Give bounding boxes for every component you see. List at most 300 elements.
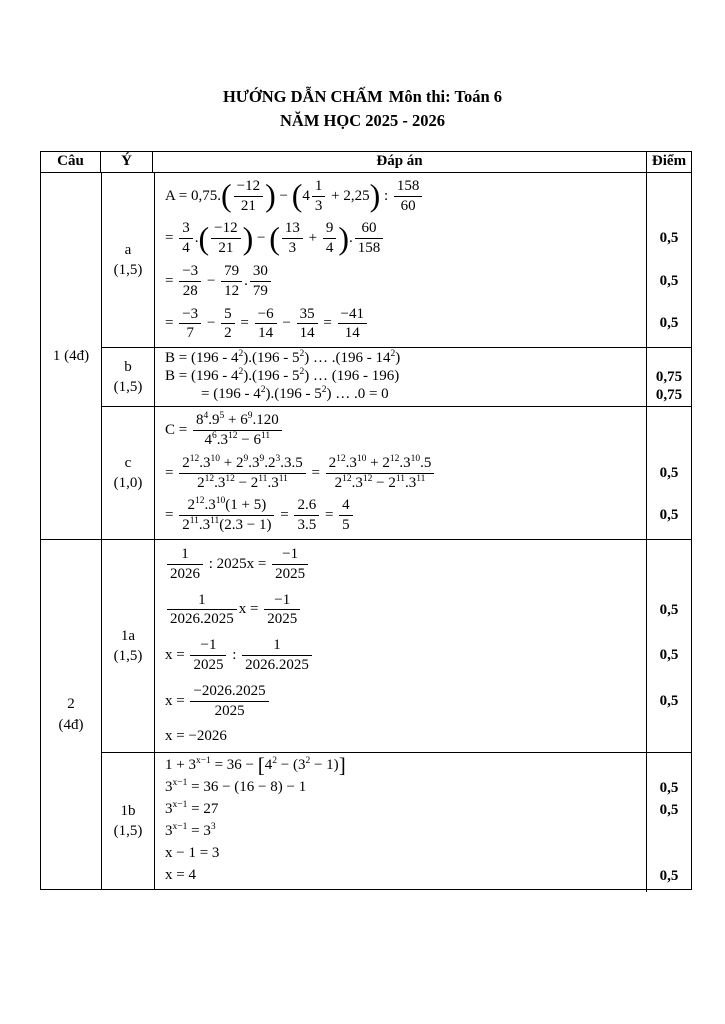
power-base: 3 <box>349 454 357 471</box>
part-row <box>102 752 691 889</box>
power <box>314 386 326 403</box>
power <box>349 455 366 471</box>
math-text: = <box>319 315 336 332</box>
power-exponent: 3 <box>210 822 216 833</box>
fraction <box>255 306 277 343</box>
math-text: = <box>165 507 178 524</box>
math-text: : 2025x = <box>205 555 271 572</box>
math-text: B = (196 - <box>165 350 231 367</box>
score-cell <box>647 755 691 777</box>
denominator: 3.5 <box>297 517 317 534</box>
fraction <box>211 220 240 257</box>
math-text: − <box>203 272 220 289</box>
power-base: 2 <box>182 454 190 471</box>
math-text: x = <box>165 692 189 709</box>
denominator: 21 <box>240 197 256 214</box>
solution-line <box>155 452 647 495</box>
math-text: = <box>187 823 204 840</box>
power <box>218 475 235 491</box>
question-number-cell <box>41 173 102 539</box>
power-exponent: 12 <box>342 473 352 484</box>
power-exponent: 11 <box>258 473 268 484</box>
part-label-line: 1a <box>120 627 136 644</box>
numerator: 60 <box>355 220 384 239</box>
math-text: . <box>214 474 218 491</box>
numerator: 158 <box>394 178 423 197</box>
power-base: 3 <box>208 497 216 514</box>
solution-line <box>155 386 647 404</box>
math-text: = <box>307 464 324 481</box>
math-text: .5 <box>420 454 432 471</box>
fraction <box>250 263 271 300</box>
math-text: − <box>275 187 292 204</box>
power-exponent: 12 <box>389 453 400 464</box>
power-base: 3 <box>165 801 173 818</box>
denominator: 2 <box>224 325 232 342</box>
part-label-line: c <box>124 454 132 471</box>
score-cell <box>647 303 691 346</box>
table-body <box>41 173 691 890</box>
power-exponent: 2 <box>321 385 327 396</box>
math-text: . <box>208 412 212 429</box>
power-exponent: 11 <box>210 516 220 527</box>
numerator <box>179 455 305 474</box>
part-content <box>155 407 691 539</box>
math-text: x = 4 <box>165 867 196 884</box>
math-text: : <box>228 646 241 663</box>
math-text: . <box>351 474 356 491</box>
score-value: 0,5 <box>659 647 679 664</box>
power <box>197 475 214 491</box>
numerator: −6 <box>255 306 277 325</box>
solution-line <box>155 588 647 634</box>
denominator: 21 <box>218 240 234 257</box>
power-base: 2 <box>388 474 396 491</box>
math-text: = <box>165 464 178 481</box>
power <box>335 475 352 491</box>
math-text: C = <box>165 422 191 439</box>
power-exponent: 3 <box>275 453 281 464</box>
power-exponent: 5 <box>219 411 225 422</box>
part-label-cell <box>102 348 155 406</box>
fraction <box>242 637 312 674</box>
score-value: 0,75 <box>655 386 683 403</box>
power-exponent: 10 <box>215 496 226 507</box>
part-row <box>102 540 691 752</box>
title-school-year: NĂM HỌC 2025 - 2026 <box>280 110 445 130</box>
solution-line <box>155 409 647 452</box>
power-exponent: x−1 <box>172 822 188 833</box>
score-cell <box>647 799 691 821</box>
fraction <box>272 546 308 583</box>
fraction <box>338 306 367 343</box>
fraction <box>179 220 193 257</box>
fraction <box>193 412 282 449</box>
solution-line <box>155 542 647 588</box>
math-text: . <box>405 474 409 491</box>
power-base: 5 <box>291 368 300 385</box>
question-row <box>41 539 691 889</box>
power <box>271 475 288 491</box>
power <box>253 432 270 448</box>
fraction <box>312 178 326 215</box>
power-base: 2 <box>197 474 205 491</box>
math-text: . <box>399 454 404 471</box>
power <box>231 368 243 385</box>
power-base: 3 <box>165 779 173 796</box>
math-text: + <box>224 412 241 429</box>
question-row <box>41 173 691 539</box>
denominator: 2026 <box>170 565 200 582</box>
power-exponent: 10 <box>410 453 421 464</box>
math-text: ) <box>395 350 401 367</box>
part-label-cell <box>102 173 155 347</box>
math-text: − <box>234 474 251 491</box>
math-text: . <box>204 497 209 514</box>
part-label-cell <box>102 540 155 752</box>
part-label-line: 1b <box>120 803 136 820</box>
numerator: 35 <box>297 306 318 325</box>
denominator <box>179 474 305 492</box>
solution-line <box>155 350 647 368</box>
fraction <box>167 592 237 629</box>
part-content <box>155 348 691 406</box>
denominator <box>179 516 274 534</box>
header-cau: Câu <box>41 152 101 172</box>
question-parts <box>102 540 691 889</box>
math-text: − <box>203 315 220 332</box>
power-exponent: 2 <box>260 385 266 396</box>
power <box>231 350 243 367</box>
score-cell <box>647 368 691 386</box>
power <box>252 455 264 471</box>
part-label-line: (1,5) <box>113 262 143 279</box>
page-title <box>0 0 725 133</box>
solution-line <box>155 821 647 843</box>
math-text: . <box>264 454 268 471</box>
denominator: 79 <box>252 282 268 299</box>
power-exponent: 4 <box>203 411 209 422</box>
numerator: −1 <box>272 546 308 565</box>
score-value: 0,5 <box>659 867 679 884</box>
numerator: −12 <box>211 220 240 239</box>
power-base: 3 <box>297 757 306 774</box>
solution-line <box>155 633 647 679</box>
denominator: 2025 <box>267 611 298 628</box>
score-cell <box>647 452 691 495</box>
numerator: 13 <box>282 220 303 239</box>
answer-key-table <box>40 151 692 891</box>
score-cell <box>647 409 691 452</box>
power-base: 2 <box>250 474 259 491</box>
math-text: A = 0,75. <box>165 187 221 204</box>
solution-line <box>155 679 647 725</box>
part-content <box>155 753 691 889</box>
math-text: − <box>372 474 389 491</box>
part-label-cell <box>102 407 155 539</box>
question-number-line: 2 <box>67 696 75 713</box>
power <box>236 455 248 471</box>
math-text: ).(196 - <box>243 368 292 385</box>
numerator: 1 <box>167 592 237 611</box>
part-label-cell <box>102 753 155 889</box>
numerator <box>179 497 274 516</box>
power <box>382 455 399 471</box>
numerator: −3 <box>179 263 201 282</box>
part-label-line: a <box>124 241 132 258</box>
denominator: 5 <box>342 517 350 534</box>
power <box>292 350 304 367</box>
power-exponent: 12 <box>195 496 205 507</box>
math-text: = <box>236 315 253 332</box>
denominator <box>326 474 435 492</box>
part-content <box>155 540 691 752</box>
score-cell <box>647 821 691 843</box>
power-exponent: 12 <box>362 473 373 484</box>
math-text: ).(196 - <box>265 386 315 403</box>
power-base: 14 <box>375 350 391 367</box>
score-value: 0,5 <box>659 779 679 796</box>
fraction <box>179 306 201 343</box>
score-value: 0,5 <box>659 464 679 481</box>
power-base: 2 <box>334 474 343 491</box>
power <box>409 475 426 491</box>
fraction <box>179 497 274 534</box>
numerator: −1 <box>190 637 226 656</box>
power-base: 3 <box>220 432 229 449</box>
math-text: .120 <box>252 412 279 429</box>
power-base: 2 <box>328 454 337 471</box>
power <box>212 412 224 428</box>
score-cell <box>647 777 691 799</box>
solution-line <box>155 303 647 346</box>
power-exponent: 11 <box>416 473 426 484</box>
power <box>403 455 420 471</box>
denominator: 4 <box>182 240 190 257</box>
numerator: −2026.2025 <box>190 683 268 702</box>
power-base: 2 <box>187 497 195 514</box>
denominator: 14 <box>258 325 274 342</box>
part-label-line: b <box>124 358 132 375</box>
fraction <box>179 263 201 300</box>
power-base: 4 <box>264 757 273 774</box>
math-text: B = (196 - <box>165 368 231 385</box>
math-text: : <box>380 187 392 204</box>
power <box>165 823 187 840</box>
power-exponent: 11 <box>395 473 405 484</box>
question-number-line: 1 (4đ) <box>52 347 90 364</box>
solution-line: 1 + $3^{x-1}$ = 36 − [ $4^2$ − ( $3^2$ − 1) ] <box>165 752 346 777</box>
power-exponent: 10 <box>210 453 220 464</box>
power-base: 5 <box>291 350 300 367</box>
power-exponent: 12 <box>336 453 346 464</box>
numerator: 1 <box>167 546 203 565</box>
power <box>165 801 187 818</box>
fraction <box>221 306 235 343</box>
power <box>205 432 217 448</box>
math-text: + 2,25 <box>327 187 370 204</box>
fraction <box>294 497 319 534</box>
math-text: − <box>237 432 254 449</box>
power-base: 4 <box>230 368 239 385</box>
score-cell <box>647 843 691 865</box>
power <box>203 823 215 840</box>
power-base: 3 <box>403 454 411 471</box>
score-cell <box>647 175 691 218</box>
math-text: = (196 - <box>201 386 254 403</box>
power-base: 3 <box>217 474 226 491</box>
denominator: 2025 <box>275 565 306 582</box>
score-value: 0,5 <box>659 801 679 818</box>
power-base: 3 <box>165 823 173 840</box>
score-value: 0,75 <box>655 368 683 385</box>
math-text: + <box>366 454 383 471</box>
math-text: .3.5 <box>280 454 303 471</box>
score-value: 0,5 <box>659 507 679 524</box>
denominator: 60 <box>400 197 416 214</box>
numerator <box>326 455 435 474</box>
solution-line <box>155 368 647 386</box>
solution-line: = $\frac{3}{4}$ . ( $\frac{-12}{21}$ ) − ( $\frac{13}{3}$ + $\frac{9}{4}$ ) . $\frac{60}{158}$ <box>155 217 647 260</box>
power <box>203 517 220 533</box>
question-number-cell <box>41 540 102 889</box>
denominator: 14 <box>344 325 360 342</box>
power-base: 3 <box>408 474 417 491</box>
power <box>182 455 199 471</box>
score-cell <box>647 494 691 537</box>
part-label-line: (1,5) <box>113 823 143 840</box>
power-base: 9 <box>211 412 220 429</box>
power-exponent: 9 <box>247 411 253 422</box>
math-text: . <box>216 432 221 449</box>
fraction <box>339 497 353 534</box>
power-exponent: 2 <box>272 756 277 767</box>
score-cell <box>647 679 691 725</box>
math-text: x = <box>165 646 189 663</box>
solution-line <box>155 724 647 750</box>
math-text: − 1) <box>310 757 339 774</box>
power <box>388 475 405 491</box>
part-row <box>102 406 691 539</box>
denominator <box>193 431 282 449</box>
math-text: + <box>219 454 236 471</box>
fraction <box>264 592 300 629</box>
power <box>165 779 187 796</box>
score-cell <box>647 386 691 404</box>
math-text: = <box>165 230 178 247</box>
solution-line <box>155 260 647 303</box>
math-text: x − 1 = 3 <box>165 845 220 862</box>
denominator: 7 <box>186 325 194 342</box>
score-cell <box>647 260 691 303</box>
solution-line <box>155 494 647 537</box>
numerator: −3 <box>179 306 201 325</box>
power-exponent: 2 <box>238 349 244 360</box>
math-text: . <box>194 230 199 247</box>
fraction <box>221 263 242 300</box>
power-base: 4 <box>204 432 213 449</box>
power <box>203 455 220 471</box>
power-exponent: x−1 <box>172 800 188 811</box>
fraction <box>234 178 263 215</box>
score-cell <box>647 633 691 679</box>
solution-line <box>155 799 647 821</box>
power-exponent: x−1 <box>172 778 188 789</box>
fraction <box>355 220 384 257</box>
power-exponent: 9 <box>243 453 249 464</box>
score-cell <box>647 724 691 750</box>
power <box>251 475 268 491</box>
math-text: ).(196 - <box>243 350 292 367</box>
power-exponent: 12 <box>225 473 235 484</box>
power <box>355 475 372 491</box>
denominator: 12 <box>224 282 240 299</box>
question-parts <box>102 173 691 539</box>
solution-line <box>155 843 647 865</box>
power-exponent: 6 <box>212 431 217 442</box>
power-exponent: 12 <box>228 431 238 442</box>
denominator: 28 <box>182 282 198 299</box>
numerator: 1 <box>242 637 312 656</box>
score-cell <box>647 217 691 260</box>
power-exponent: 2 <box>305 756 311 767</box>
math-text: = <box>165 272 178 289</box>
fraction <box>167 546 203 583</box>
denominator: 2025 <box>193 656 224 673</box>
power-base: 3 <box>202 517 211 534</box>
fraction <box>326 455 435 492</box>
numerator: 5 <box>221 306 235 325</box>
numerator: 4 <box>339 497 353 516</box>
math-text: ) … (196 - 196) <box>304 368 400 385</box>
power-base: 8 <box>195 412 204 429</box>
part-label-line: (1,5) <box>113 379 143 396</box>
power <box>196 412 208 428</box>
math-text: − <box>278 315 295 332</box>
power <box>182 517 199 533</box>
power-base: 6 <box>253 432 261 449</box>
score-value: 0,5 <box>659 601 679 618</box>
part-label-line: (1,5) <box>113 648 143 665</box>
math-text: . <box>267 474 272 491</box>
math-text: − <box>253 230 270 247</box>
power-base: 2 <box>182 517 190 534</box>
math-text: . <box>349 230 353 247</box>
denominator: 158 <box>357 240 381 257</box>
math-text: . <box>248 454 252 471</box>
power-exponent: 2 <box>238 367 244 378</box>
math-text: 1 + <box>165 757 189 774</box>
math-text: . <box>345 454 350 471</box>
fraction <box>297 306 318 343</box>
math-text: = 27 <box>187 801 219 818</box>
numerator: −1 <box>264 592 300 611</box>
numerator: −12 <box>234 178 263 197</box>
denominator: 2026.2025 <box>170 611 234 628</box>
math-text: . <box>198 517 203 534</box>
power-exponent: 12 <box>189 453 200 464</box>
fraction <box>394 178 423 215</box>
math-text: ) … .0 = 0 <box>326 386 389 403</box>
fraction <box>323 220 337 257</box>
math-text: = <box>321 507 338 524</box>
math-text: 4 <box>302 187 310 204</box>
power-base: 5 <box>314 386 322 403</box>
power-base: 2 <box>267 454 276 471</box>
numerator: 30 <box>250 263 271 282</box>
numerator: 2.6 <box>294 497 319 516</box>
power <box>292 368 304 385</box>
